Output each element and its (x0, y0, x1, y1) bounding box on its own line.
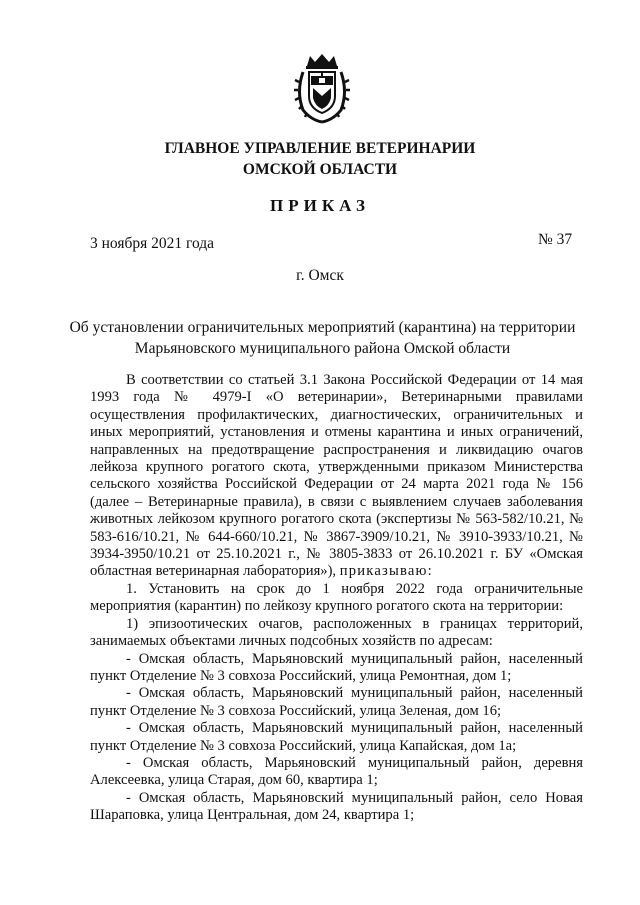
organization-name (0, 138, 640, 180)
subject-line-1: Об установлении ограничительных мероприятий (карантина) на территории (69, 319, 576, 336)
order-verb: приказываю: (339, 563, 433, 580)
document-number: № 37 (538, 231, 573, 248)
address-item: - Омская область, Марьяновский муниципальный район, населенный пункт Отделение № 3 совхоза Российский, улица Зеленая, дом 16; (90, 685, 583, 719)
item-1-1-paragraph: 1) эпизоотических очагов, расположенных в границах территорий, занимаемых объектами личных подсобных хозяйств по адресам: (90, 615, 583, 650)
document-date: 3 ноября 2021 года (90, 235, 215, 252)
address-item: - Омская область, Марьяновский муниципальный район, село Новая Шараповка, улица Центральная, дом 24, квартира 1; (90, 789, 583, 824)
omsk-coat-of-arms-icon (293, 52, 351, 126)
address-item: - Омская область, Марьяновский муниципальный район, деревня Алексеевка, улица Старая, дом 60, квартира 1; (90, 754, 583, 789)
item-1-paragraph: 1. Установить на срок до 1 ноября 2022 года ограничительные мероприятия (карантин) по лейкозу крупного рогатого скота на территории: (90, 580, 583, 615)
organization-line-1: ГЛАВНОЕ УПРАВЛЕНИЕ ВЕТЕРИНАРИИ (164, 140, 476, 157)
organization-line-2: ОМСКОЙ ОБЛАСТИ (242, 161, 398, 178)
subject-line-2: Марьяновского муниципального района Омской области (134, 340, 511, 357)
address-item: - Омская область, Марьяновский муниципальный район, населенный пункт Отделение № 3 совхоза Российский, улица Капайская, дом 1а; (90, 720, 583, 754)
address-item: - Омская область, Марьяновский муниципальный район, населенный пункт Отделение № 3 совхоза Российский, улица Ремонтная, дом 1; (90, 650, 583, 684)
document-type-title: ПРИКАЗ (270, 196, 370, 215)
document-body (90, 372, 583, 825)
document-subject (60, 317, 585, 359)
preamble-paragraph (90, 372, 583, 581)
document-city: г. Омск (296, 267, 344, 284)
preamble-text: В соответствии со статьей 3.1 Закона Российской Федерации от 14 мая 1993 года № 4979-I «О ветеринарии», Ветеринарными правилами осуществления профилактических, диагностических, ограничительных и иных мероприятий, установления и отмены карантина и иных ограничений, направленных на предотвращение распространения и ликвидацию очагов лейкоза крупного рогатого скота, утвержденными приказом Министерства сельского хозяйства Российской Федерации от 24 марта 2021 года № 156 (далее – Ветеринарные правила), в связи с выявлением случаев заболевания животных лейкозом крупного рогатого скота (экспертизы № 563-582/10.21, № 583-616/10.21, № 644-660/10.21, № 3867-3909/10.21, № 3910-3933/10.21, № 3934-3950/10.21 от 25.10.2021 г., № 3805-3833 от 26.10.2021 г. БУ «Омская областная ветеринарная лаборатория»), (90, 372, 583, 580)
